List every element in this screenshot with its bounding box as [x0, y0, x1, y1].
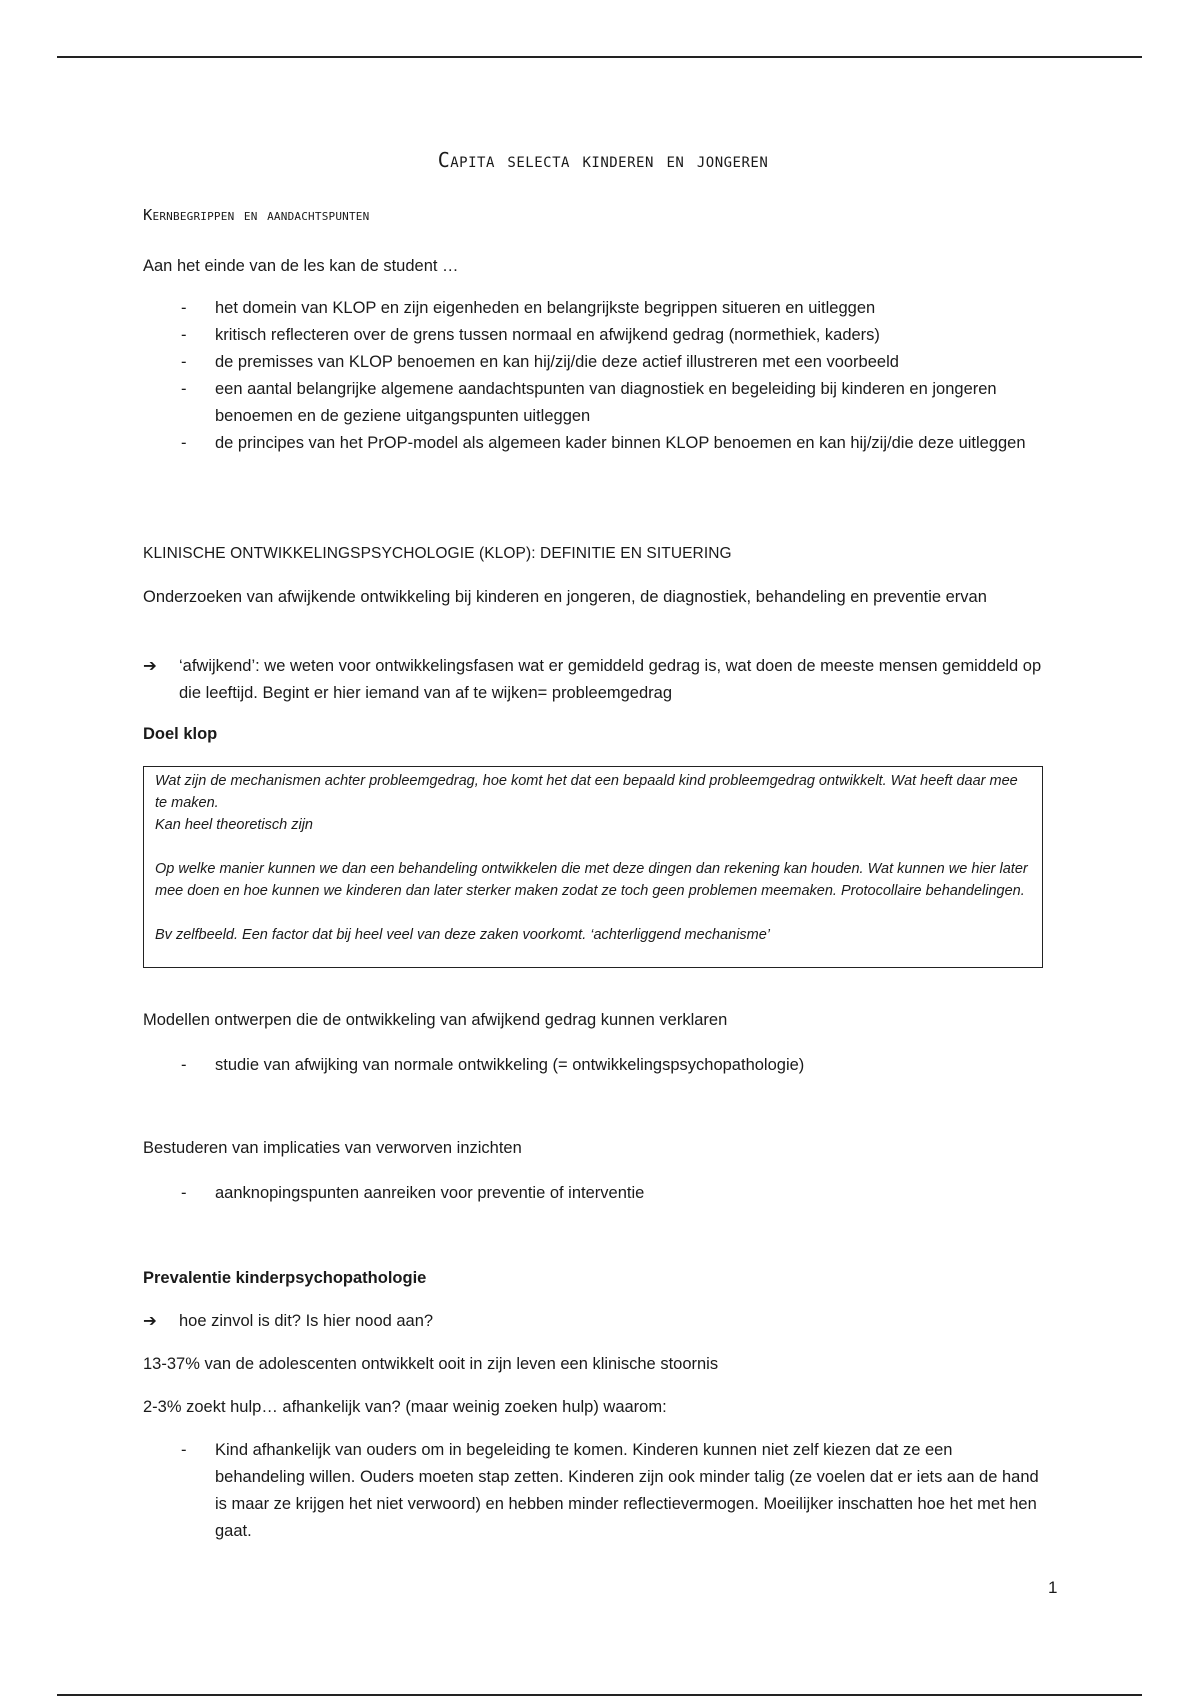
dash-marker: -: [181, 299, 187, 317]
intro-paragraph: Aan het einde van de les kan de student …: [143, 257, 459, 275]
list-item-text: aanknopingspunten aanreiken voor preventie of interventie: [215, 1184, 645, 1202]
list-item-text: een aantal belangrijke algemene aandachtspunten van diagnostiek en begeleiding bij kinderen en jongeren benoemen en de geziene uitgangspunten uitleggen: [215, 380, 997, 425]
dash-marker: -: [181, 1056, 187, 1074]
goal-box-paragraph-2: Op welke manier kunnen we dan een behandeling ontwikkelen die met deze dingen dan rekening kan houden. Wat kunnen we hier later mee doen en hoe kunnen we kinderen dan later sterker maken zodat ze toch geen problemen meemaken. Protocollaire behandelingen.: [155, 861, 1028, 899]
objectives-list: [143, 295, 1043, 457]
goal-box-paragraph-3: Bv zelfbeeld. Een factor dat bij heel veel van deze zaken voorkomt. ‘achterliggend mechanisme’: [155, 927, 770, 943]
klop-definition: Onderzoeken van afwijkende ontwikkeling bij kinderen en jongeren, de diagnostiek, behandeling en preventie ervan: [143, 588, 987, 606]
list-item: [143, 430, 1043, 457]
goal-box-text: Kan heel theoretisch zijn: [155, 817, 313, 833]
goal-box: [143, 766, 1043, 968]
afwijkend-note: [143, 653, 1064, 707]
list-item-text: de premisses van KLOP benoemen en kan hij/zij/die deze actief illustreren met een voorbeeld: [215, 353, 899, 371]
dash-marker: -: [181, 353, 187, 371]
prevalence-stat-2: 2-3% zoekt hulp… afhankelijk van? (maar weinig zoeken hulp) waarom:: [143, 1398, 667, 1416]
section-heading-klop: KLINISCHE ONTWIKKELINGSPSYCHOLOGIE (KLOP): DEFINITIE EN SITUERING: [143, 545, 732, 562]
header-rule: [57, 56, 1142, 58]
dash-marker: -: [181, 380, 187, 398]
study-list: [143, 1180, 1043, 1207]
list-item: [143, 376, 1043, 430]
afwijkend-note-text: ‘afwijkend’: we weten voor ontwikkelingsfasen wat er gemiddeld gedrag is, wat doen de meeste mensen gemiddeld op die leeftijd. Begint er hier iemand van af te wijken= probleemgedrag: [179, 657, 1042, 702]
prevalence-heading: Prevalentie kinderpsychopathologie: [143, 1269, 427, 1287]
section-heading-kernbegrippen: Kernbegrippen en aandachtspunten: [143, 206, 370, 224]
arrow-icon: ➔: [143, 657, 157, 675]
page-number: 1: [1048, 1578, 1058, 1597]
dash-marker: -: [181, 434, 187, 452]
models-paragraph: Modellen ontwerpen die de ontwikkeling van afwijkend gedrag kunnen verklaren: [143, 1011, 728, 1029]
list-item: [143, 1052, 1043, 1079]
prevalence-note-text: hoe zinvol is dit? Is hier nood aan?: [179, 1312, 434, 1330]
list-item-text: kritisch reflecteren over de grens tussen normaal en afwijkend gedrag (normethiek, kaders): [215, 326, 880, 344]
prevalence-note: [143, 1308, 1064, 1335]
dash-marker: -: [181, 326, 187, 344]
dash-marker: -: [181, 1441, 187, 1459]
list-item: [143, 1180, 1043, 1207]
list-item: [143, 349, 1043, 376]
document-title: Capita selecta kinderen en jongeren: [437, 148, 769, 172]
list-item-text: het domein van KLOP en zijn eigenheden en belangrijkste begrippen situeren en uitleggen: [215, 299, 876, 317]
list-item-text: studie van afwijking van normale ontwikkeling (= ontwikkelingspsychopathologie): [215, 1056, 805, 1074]
list-item-text: Kind afhankelijk van ouders om in begeleiding te komen. Kinderen kunnen niet zelf kiezen dat ze een behandeling willen. Ouders moeten stap zetten. Kinderen zijn ook minder talig (ze voelen dat er iets aan de hand is maar ze krijgen het niet verwoord) en hebben minder reflectievermogen. Moeilijker inschatten hoe het met hen gaat.: [215, 1441, 1039, 1540]
list-item: [143, 295, 1043, 322]
models-list: [143, 1052, 1043, 1079]
goal-box-paragraph-1: [155, 770, 1032, 836]
list-item-text: de principes van het PrOP-model als algemeen kader binnen KLOP benoemen en kan hij/zij/die deze uitleggen: [215, 434, 1026, 452]
goal-heading: Doel klop: [143, 725, 218, 743]
goal-box-text: Wat zijn de mechanismen achter probleemgedrag, hoe komt het dat een bepaald kind probleemgedrag ontwikkelt. Wat heeft daar mee te maken.: [155, 773, 1018, 811]
dash-marker: -: [181, 1184, 187, 1202]
list-item: [143, 322, 1043, 349]
arrow-icon: ➔: [143, 1312, 157, 1330]
footer-rule: [57, 1694, 1142, 1696]
study-paragraph: Bestuderen van implicaties van verworven inzichten: [143, 1139, 522, 1157]
list-item: [143, 1437, 1043, 1545]
prevalence-stat-1: 13-37% van de adolescenten ontwikkelt ooit in zijn leven een klinische stoornis: [143, 1355, 719, 1373]
reasons-list: [143, 1437, 1043, 1545]
